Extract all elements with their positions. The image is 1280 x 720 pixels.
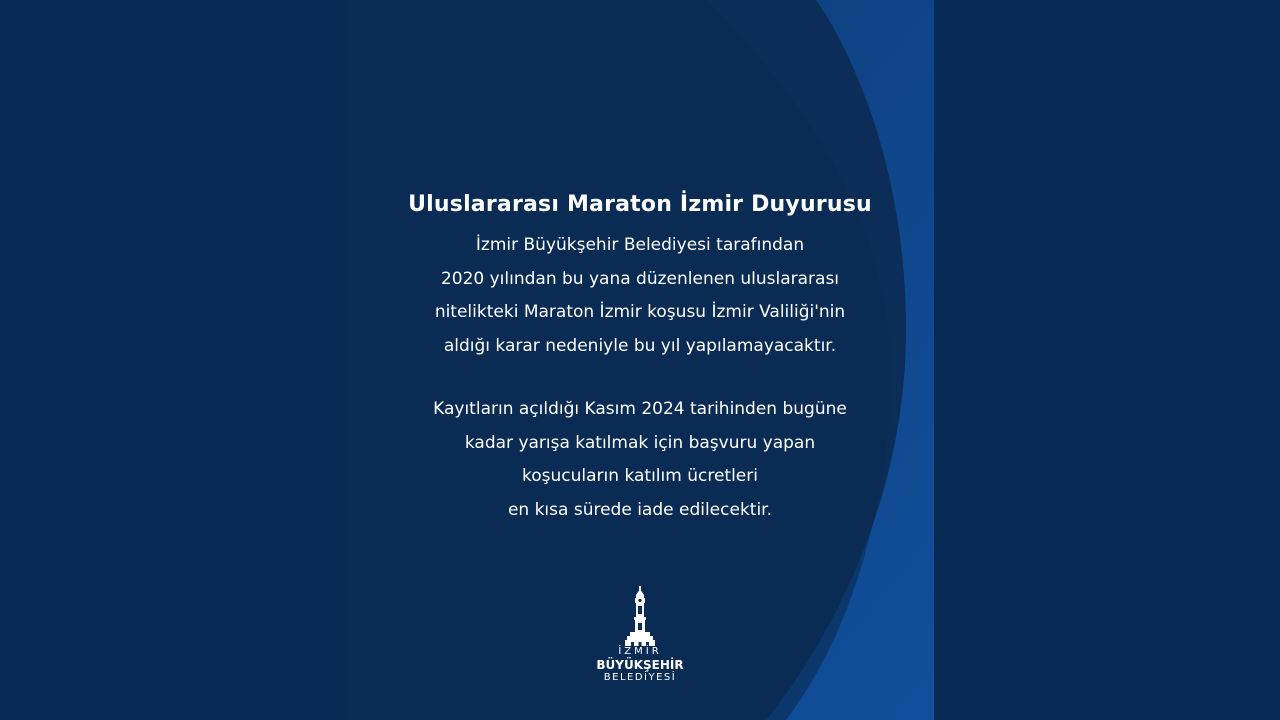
paragraph-line: en kısa sürede iade edilecektir. [507, 499, 773, 520]
announcement-card [346, 0, 934, 720]
paragraph-line: aldığı karar nedeniyle bu yıl yapılamayacaktır. [443, 335, 837, 356]
paragraph-line: İzmir Büyükşehir Belediyesi tarafından [475, 235, 805, 255]
announcement-title: Uluslararası Maraton İzmir Duyurusu [408, 192, 872, 217]
paragraph-2 [346, 393, 934, 527]
paragraph-line: koşucuların katılım ücretleri [522, 466, 758, 486]
logo-text-izmir: İZMİR [618, 646, 662, 657]
paragraph-1 [346, 229, 934, 363]
paragraph-line: kadar yarışa katılmak için başvuru yapan [464, 432, 816, 453]
logo-text-buyuksehir: BÜYÜKŞEHİR [596, 658, 684, 672]
paragraph-line: 2020 yılından bu yana düzenlenen uluslararası [440, 268, 840, 289]
clock-tower-icon [625, 586, 655, 646]
announcement-content [346, 0, 934, 720]
paragraph-line: nitelikteki Maraton İzmir koşusu İzmir Valiliği'nin [434, 302, 846, 322]
paragraph-line: Kayıtların açıldığı Kasım 2024 tarihinden bugüne [433, 399, 847, 419]
logo-text-belediyesi: BELEDİYESİ [603, 672, 677, 683]
izmir-municipality-logo [590, 586, 690, 696]
